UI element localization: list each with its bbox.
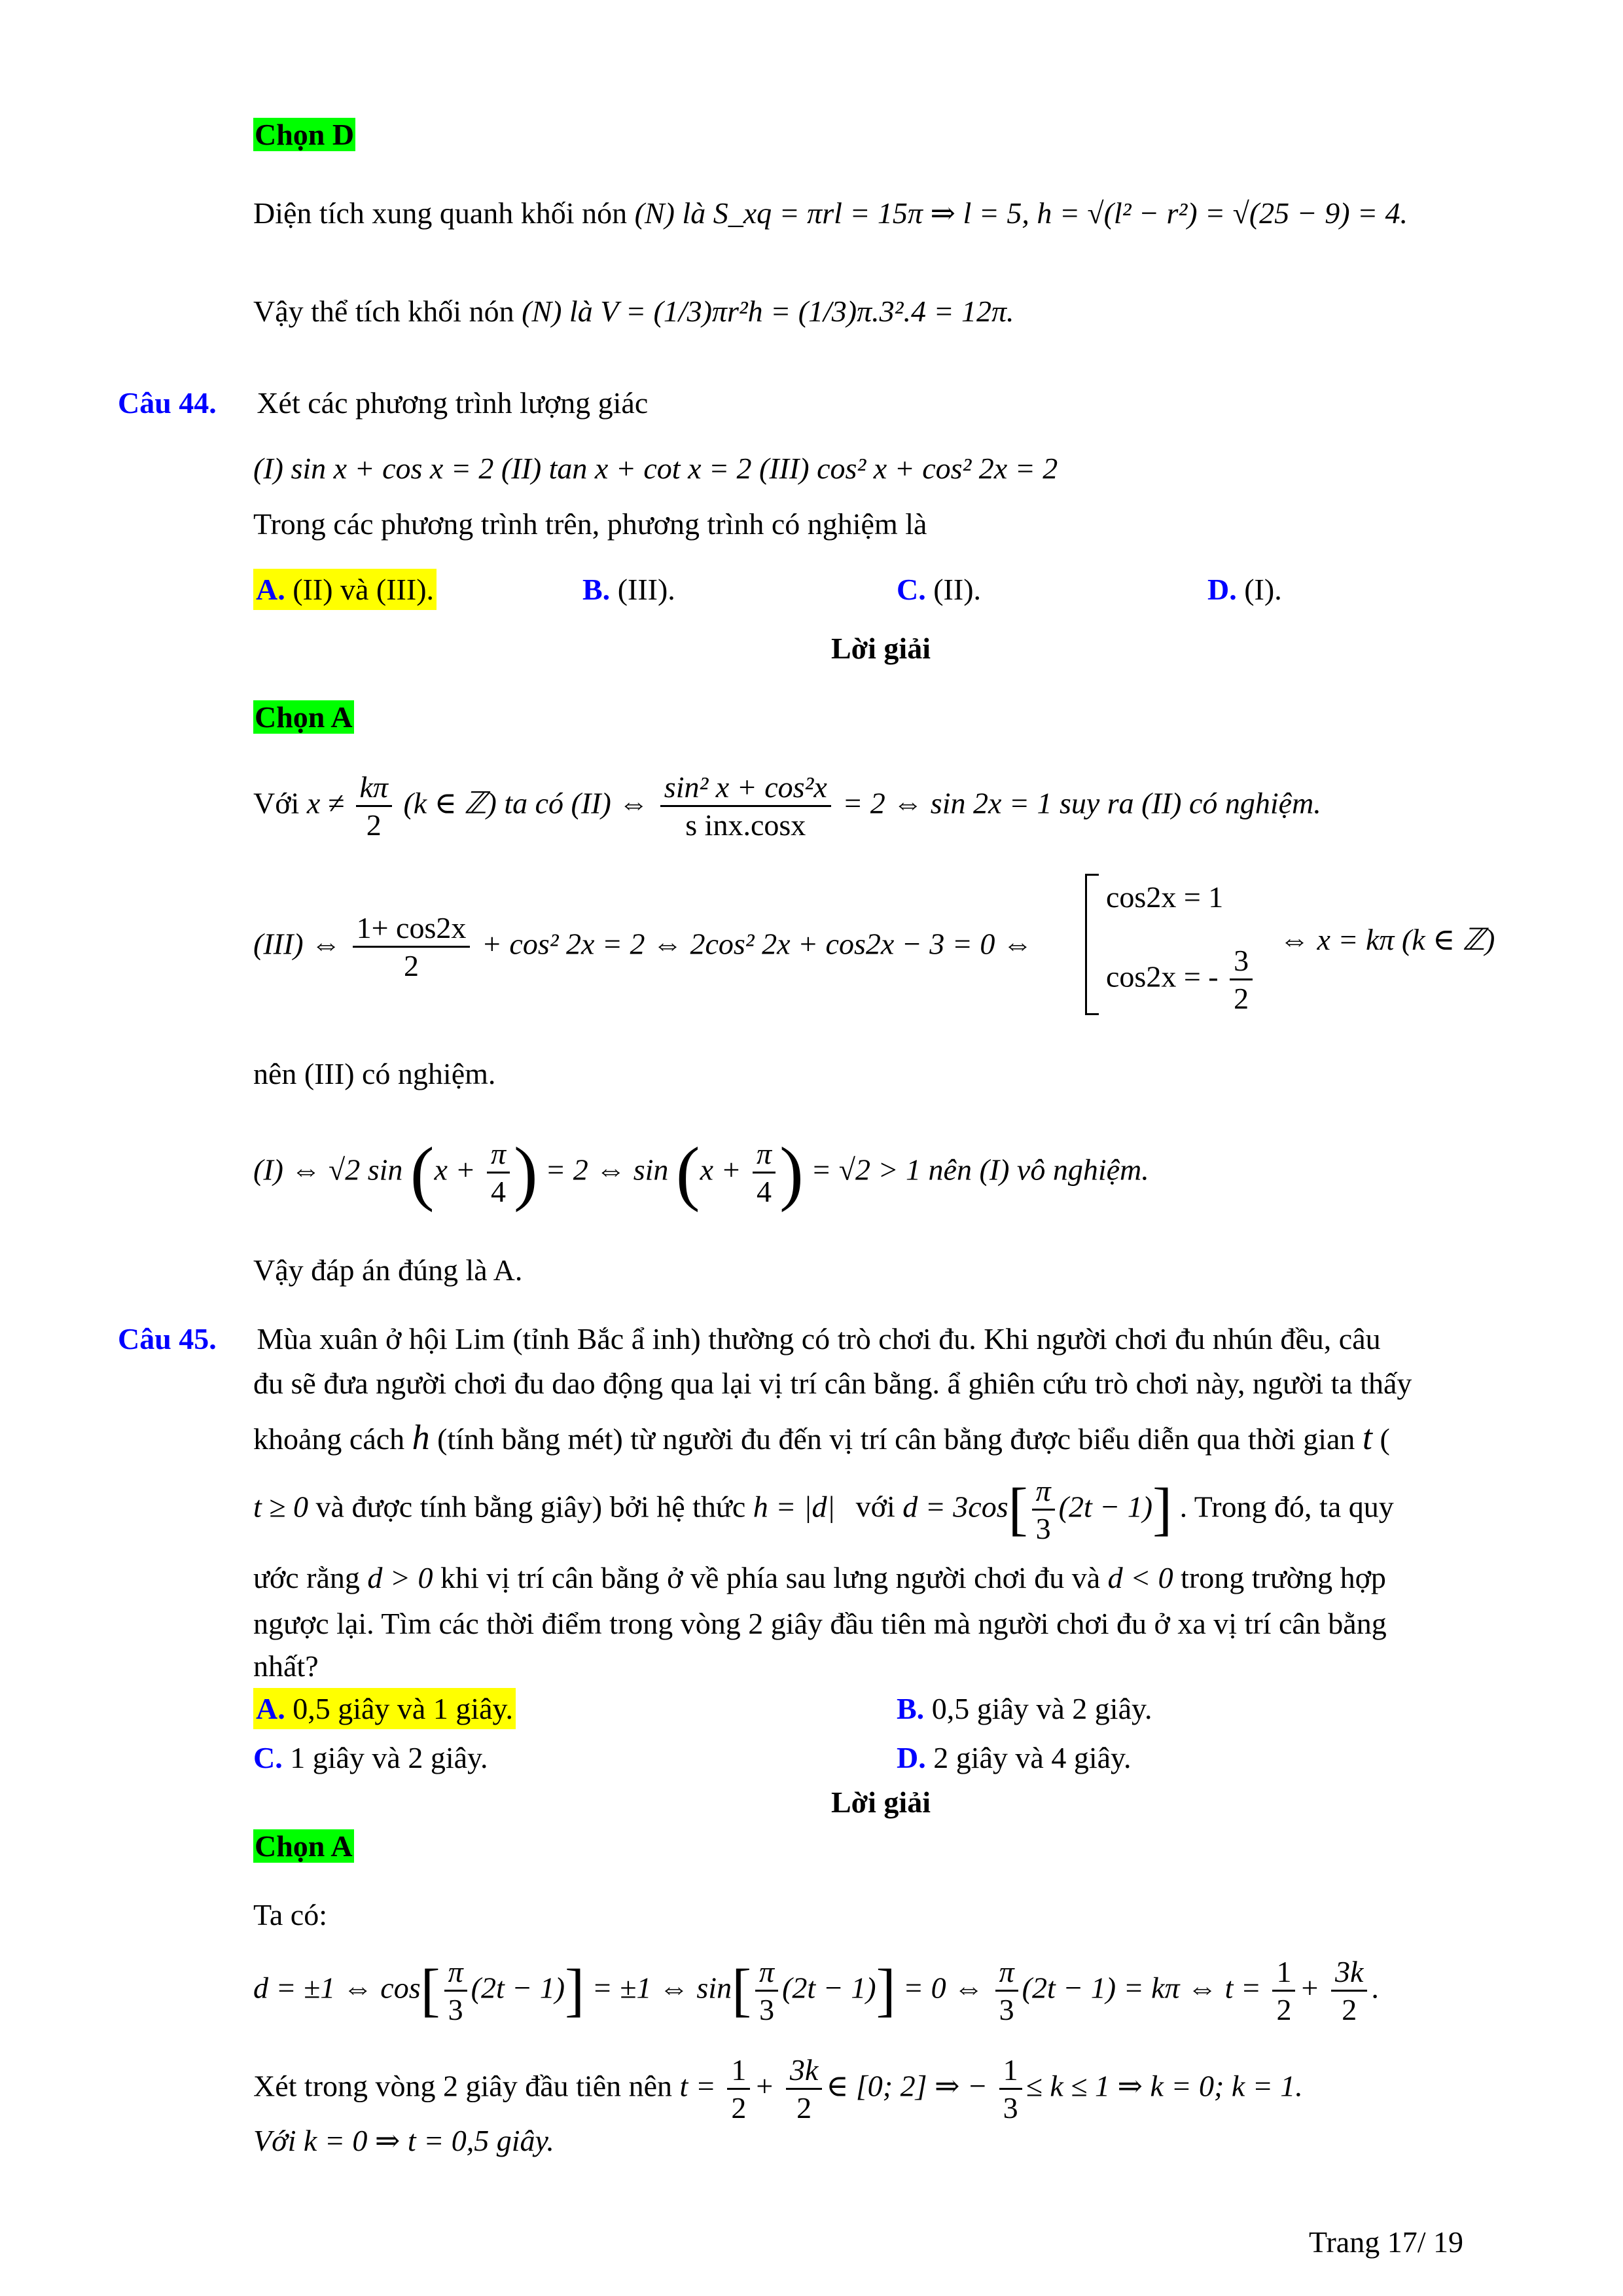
- q45-line-2: đu sẽ đưa người chơi đu dao động qua lại vị trí cân bằng. ẩ ghiên cứu trò chơi này, người ta thấy: [253, 1367, 1412, 1400]
- q45-solution-line-0: Ta có:: [253, 1898, 328, 1931]
- page-number: Trang 17/ 19: [1309, 2225, 1463, 2259]
- case-2: cos2x = - $\frac{3}{2}$: [1106, 942, 1257, 1016]
- q45-option-c[interactable]: C. 1 giây và 2 giây.: [253, 1741, 488, 1774]
- q45-solution-line-1: d = ±1 ⇔ cos[ $\frac{\pi}{3}$ (2t − 1)] = ±1 ⇔ sin[ $\frac{\pi}{3}$ (2t − 1)] = 0 ⇔ $\frac{\pi}{3}$ (2t − 1) = kπ ⇔ t = $\frac{1}{2}$ + $\frac{3k}{2}$ .: [253, 1955, 1379, 2027]
- q44-option-d[interactable]: D. (I).: [1207, 573, 1282, 606]
- q44-stem-line: Câu 44. Xét các phương trình lượng giác: [118, 386, 649, 420]
- q44-option-c[interactable]: C. (II).: [897, 573, 982, 606]
- case-1: cos2x = 1: [1106, 880, 1224, 914]
- q44-option-b[interactable]: B. (III).: [582, 573, 675, 606]
- q44-equations: (I) sin x + cos x = 2 (II) tan x + cot x = 2 (III) cos² x + cos² 2x = 2: [253, 452, 1058, 485]
- q45-line-6: ngược lại. Tìm các thời điểm trong vòng 2 giây đầu tiên mà người chơi đu ở xa vị trí cân bằng: [253, 1607, 1387, 1640]
- q45-line-7: nhất?: [253, 1649, 319, 1683]
- q45-solution-line-2: Xét trong vòng 2 giây đầu tiên nên t = $\frac{1}{2}$ + $\frac{3k}{2}$ ∈ [0; 2] ⇒ − $\frac{1}{3}$ ≤ k ≤ 1 ⇒ k = 0; k = 1.: [253, 2053, 1303, 2125]
- q44-solution-line-4: (I) ⇔ √2 sin (x + $\frac{\pi}{4}$ ) = 2 ⇔ sin (x + $\frac{\pi}{4}$ ) = √2 > 1 nên (I) vô nghiệm.: [253, 1132, 1149, 1213]
- prev-line-2: Vậy thể tích khối nón (N) là V = (1/3)πr²h = (1/3)π.3².4 = 12π.: [253, 295, 1014, 328]
- q44-label: Câu 44.: [118, 386, 217, 420]
- q45-option-d[interactable]: D. 2 giây và 4 giây.: [897, 1741, 1132, 1774]
- q45-line-4: t ≥ 0 và được tính bằng giây) bởi hệ thức h = |d| với d = 3cos[ $\frac{\pi}{3}$ (2t − 1)] . Trong đó, ta quy: [253, 1474, 1394, 1546]
- q45-label: Câu 45.: [118, 1322, 217, 1355]
- q44-conclusion: Vậy đáp án đúng là A.: [253, 1253, 523, 1287]
- q44-option-a[interactable]: A. (II) và (III).: [253, 573, 437, 607]
- q44-question: Trong các phương trình trên, phương trình có nghiệm là: [253, 507, 927, 541]
- q44-solution-line-3: nên (III) có nghiệm.: [253, 1057, 496, 1090]
- fraction-kpi-2: $\frac{k\pi}{2}$: [356, 769, 392, 843]
- q45-line-5: ước rằng d > 0 khi vị trí cân bằng ở về phía sau lưng người chơi đu và d < 0 trong trường hợp: [253, 1561, 1386, 1594]
- q45-solution-title: Lời giải: [831, 1785, 931, 1819]
- q44-solution-line-2: (III) ⇔ $\frac{1+ \cos 2x}{2}$ + cos² 2x = 2 ⇔ 2cos² 2x + cos2x − 3 = 0 ⇔: [253, 910, 1033, 984]
- q45-option-a[interactable]: A. 0,5 giây và 1 giây.: [253, 1692, 516, 1727]
- fraction-sin-cos: $\frac{\text{sin² x + cos²x}}{\text{s inx.cosx}}$: [660, 769, 831, 843]
- case-result: ⇔ x = kπ (k ∈ ℤ): [1279, 923, 1495, 956]
- prev-line-1: Diện tích xung quanh khối nón (N) là S_xq = πrl = 15π ⇒ l = 5, h = √(l² − r²) = √(25 − 9) = 4.: [253, 196, 1408, 230]
- fraction-1-cos2x: $\frac{1+ \cos 2x}{2}$: [353, 910, 471, 984]
- q44-choose-a-badge: Chọn A: [255, 700, 353, 734]
- q45-option-b[interactable]: B. 0,5 giây và 2 giây.: [897, 1692, 1152, 1725]
- choose-d-badge: Chọn D: [255, 118, 355, 151]
- q45-choose-a-badge: Chọn A: [255, 1829, 353, 1863]
- q44-solution-line-1: Với x ≠ $\frac{k\pi}{2}$ (k ∈ ℤ) ta có (II) ⇔ $\frac{\text{sin² x + cos²x}}{\text{s inx.cosx}}$ = 2 ⇔ sin 2x = 1 suy ra (II) có nghiệm.: [253, 769, 1321, 843]
- q45-line-1: Câu 45. Mùa xuân ở hội Lim (tỉnh Bắc ẩ inh) thường có trò chơi đu. Khi người chơi đu nhún đều, câu: [118, 1322, 1381, 1355]
- case-bracket: [1085, 874, 1099, 1015]
- q45-line-3: khoảng cách h (tính bằng mét) từ người đu đến vị trí cân bằng được biểu diễn qua thời gian t (: [253, 1418, 1390, 1457]
- q44-solution-title: Lời giải: [831, 632, 931, 665]
- q45-solution-line-3: Với k = 0 ⇒ t = 0,5 giây.: [253, 2124, 554, 2157]
